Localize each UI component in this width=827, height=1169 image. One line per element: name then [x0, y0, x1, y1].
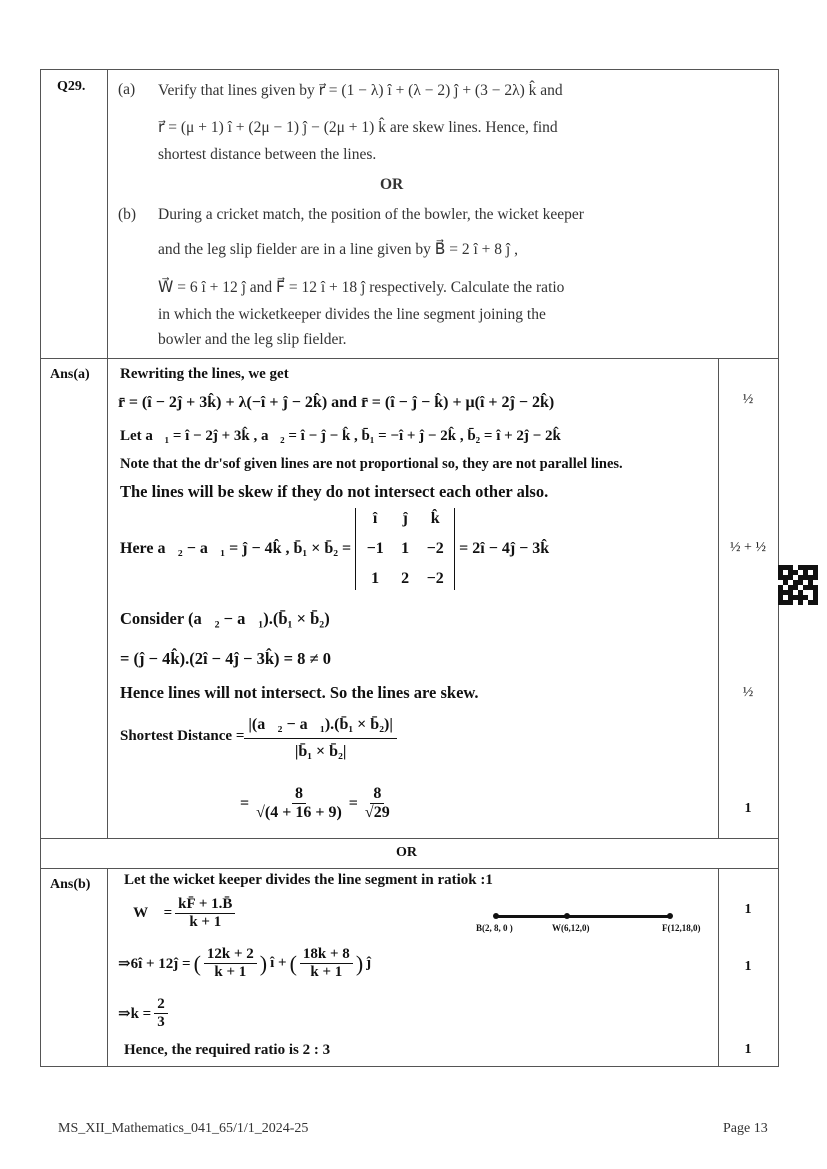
col-divider — [107, 358, 108, 838]
col-divider — [718, 358, 719, 838]
fraction — [300, 946, 353, 981]
shortest-distance-label: Shortest Distance = — [120, 728, 245, 744]
mark: ½ + ½ — [730, 540, 766, 555]
fraction — [175, 896, 235, 931]
shortest-distance-formula — [120, 712, 397, 761]
table-border-top — [40, 69, 779, 70]
table-border-bottom — [40, 1066, 779, 1067]
part-a-label: (a) — [118, 81, 136, 98]
fraction-denominator: √29 — [364, 804, 390, 821]
table-border-left — [40, 69, 41, 1067]
mark: 1 — [744, 801, 752, 816]
cross-product-result: = 2î − 4ĵ − 3k̂ — [459, 540, 550, 557]
det-cell: k̂ — [430, 510, 440, 527]
fraction — [253, 785, 345, 822]
answer-equation: = (ĵ − 4k̂).(2î − 4ĵ − 3k̂) = 8 ≠ 0 — [120, 649, 331, 668]
fraction-numerator: 12k + 2 — [204, 946, 257, 964]
fraction-denominator: k + 1 — [310, 964, 343, 980]
fraction-denominator: k + 1 — [214, 964, 247, 980]
answer-line: The lines will be skew if they do not intersect each other also. — [120, 482, 549, 501]
det-cell: 1 — [371, 570, 380, 587]
mark: ½ — [742, 685, 754, 700]
fraction-denominator: √(4 + 16 + 9) — [256, 804, 342, 821]
mark: 1 — [744, 902, 752, 917]
fraction-numerator: 8 — [370, 785, 384, 804]
question-a-line: Verify that lines given by r⃗ = (1 − λ) î + (λ − 2) ĵ + (3 − 2λ) k̂ and — [158, 82, 563, 99]
answer-conclusion: Hence, the required ratio is 2 : 3 — [124, 1042, 331, 1058]
fraction-numerator: 18k + 8 — [300, 946, 353, 964]
answer-equation: Let a⃗₁ = î − 2ĵ + 3k̂ , a⃗₂ = î − ĵ − k̂ , b̄₁ = −î + ĵ − 2k̂ , b̄₂ = î + 2ĵ − 2k̂ — [120, 428, 561, 444]
row-divider — [40, 838, 779, 839]
row-divider — [40, 358, 779, 359]
fraction-numerator: 2 — [154, 996, 168, 1014]
answer-line: Rewriting the lines, we get — [120, 366, 289, 382]
answer-line: Note that the dr'sof given lines are not proportional so, they are not parallel lines. — [120, 456, 623, 472]
distance-result — [240, 785, 393, 822]
question-number: Q29. — [57, 79, 86, 94]
k-value — [118, 996, 168, 1031]
question-b-line: in which the wicketkeeper divides the line segment joining the — [158, 306, 546, 323]
fraction — [204, 946, 257, 981]
point-w-label: W(6,12,0) — [552, 923, 590, 933]
question-or: OR — [380, 176, 404, 193]
paren: ( — [289, 950, 297, 976]
section-formula — [118, 896, 235, 931]
equals: = — [348, 794, 358, 812]
cross-product-line — [120, 508, 549, 590]
j-hat: ĵ — [366, 955, 372, 971]
col-divider — [107, 69, 108, 358]
fraction-denominator: k + 1 — [189, 914, 222, 930]
or-divider-text: OR — [396, 845, 417, 860]
det-cell: −1 — [366, 540, 384, 557]
point-w — [564, 913, 570, 919]
question-a-line: r⃗ = (μ + 1) î + (2μ − 1) ĵ − (2μ + 1) k̂ are skew lines. Hence, find — [158, 119, 558, 136]
det-cell: ĵ — [402, 510, 408, 527]
answer-a-label: Ans(a) — [50, 367, 90, 382]
question-a-line: shortest distance between the lines. — [158, 146, 377, 163]
footer-page-number: Page 13 — [723, 1121, 768, 1136]
w-vector: ∴ W⃗ = — [118, 905, 173, 921]
point-f — [667, 913, 673, 919]
det-cell: −2 — [426, 570, 444, 587]
fraction-denominator: |b̄₁ × b̄₂| — [294, 743, 347, 760]
component-equation — [118, 946, 371, 981]
point-b-label: B(2, 8, 0 ) — [476, 923, 513, 933]
question-b-line: and the leg slip fielder are in a line given by B⃗ = 2 î + 8 ĵ , — [158, 241, 518, 258]
paren: ) — [259, 950, 268, 976]
col-divider — [107, 868, 108, 1066]
det-cell: 1 — [401, 540, 410, 557]
question-b-line: During a cricket match, the position of the bowler, the wicket keeper — [158, 206, 584, 223]
footer-document-id: MS_XII_Mathematics_041_65/1/1_2024-25 — [58, 1121, 309, 1136]
fraction-denominator: 3 — [157, 1014, 165, 1030]
line-segment-diagram — [495, 915, 670, 918]
cross-product-prefix: Here a⃗₂ − a⃗₁ = ĵ − 4k̂ , b̄₁ × b̄₂ = — [120, 540, 352, 557]
answer-equation: Consider (a⃗₂ − a⃗₁).(b̄₁ × b̄₂) — [120, 609, 330, 628]
point-f-label: F(12,18,0) — [662, 923, 701, 933]
question-b-line: bowler and the leg slip fielder. — [158, 331, 347, 348]
answer-b-label: Ans(b) — [50, 877, 91, 892]
equals: = — [240, 794, 250, 812]
mark: ½ — [742, 392, 754, 407]
fraction-numerator: kF̄ + 1.B̄ — [175, 896, 235, 914]
point-b — [493, 913, 499, 919]
question-b-line: W⃗ = 6 î + 12 ĵ and F⃗ = 12 î + 18 ĵ respectively. Calculate the ratio — [158, 279, 565, 296]
answer-line: Hence lines will not intersect. So the lines are skew. — [120, 683, 479, 702]
k-label: ⇒k = — [118, 1006, 152, 1022]
fraction-numerator: |(a⃗₂ − a⃗₁).(b̄₁ × b̄₂)| — [244, 712, 396, 739]
paren: ( — [193, 950, 201, 976]
row-divider — [40, 868, 779, 869]
fraction — [362, 785, 393, 822]
mark: 1 — [744, 1042, 752, 1057]
determinant — [355, 508, 455, 590]
lhs: ⇒6î + 12ĵ = — [118, 956, 191, 972]
mark: 1 — [744, 959, 752, 974]
paren: ) — [355, 950, 364, 976]
det-cell: 2 — [401, 570, 410, 587]
fraction — [244, 712, 396, 761]
fraction-numerator: 8 — [292, 785, 306, 804]
det-cell: −2 — [426, 540, 444, 557]
det-cell: î — [372, 510, 378, 527]
middle-term: î + — [270, 955, 287, 971]
qr-code-icon — [778, 565, 818, 605]
part-b-label: (b) — [118, 206, 137, 223]
answer-equation: r̄ = (î − 2ĵ + 3k̂) + λ(−î + ĵ − 2k̂) and r̄ = (î − ĵ − k̂) + μ(î + 2ĵ − 2k̂) — [118, 394, 555, 411]
fraction — [154, 996, 168, 1031]
answer-line: Let the wicket keeper divides the line segment in ratiok :1 — [124, 872, 493, 888]
